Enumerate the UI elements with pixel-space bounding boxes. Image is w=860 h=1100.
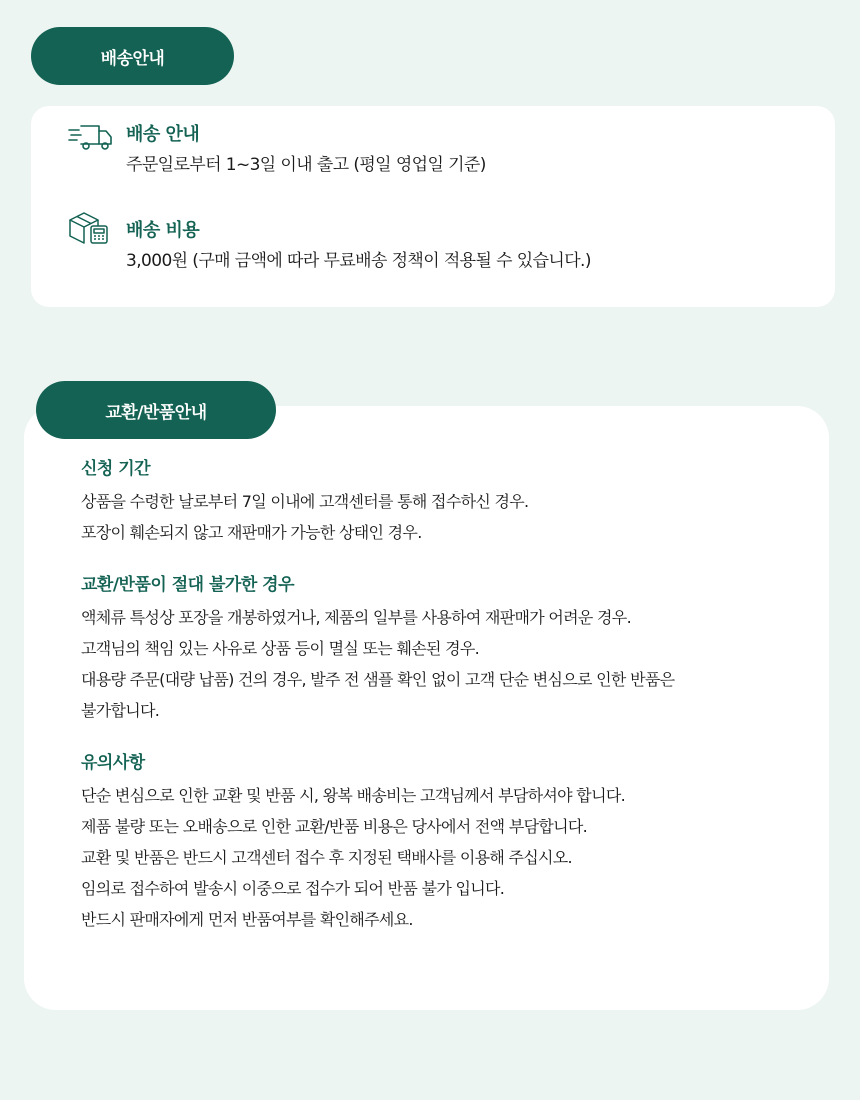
shipping-cost-text: 3,000원 (구매 금액에 따라 무료배송 정책이 적용될 수 있습니다.) [126,251,591,271]
shipping-cost-title: 배송 비용 [126,220,200,241]
section-title: 유의사항 [81,753,145,773]
shipping-guide-title: 배송 안내 [126,124,200,145]
shipping-section-header-label: 배송안내 [100,48,165,69]
section-line: 반드시 판매자에게 먼저 반품여부를 확인해주세요. [81,910,413,929]
return-section-header [36,381,276,439]
shipping-guide-text: 주문일로부터 1~3일 이내 출고 (평일 영업일 기준) [126,155,486,175]
section-line: 단순 변심으로 인한 교환 및 반품 시, 왕복 배송비는 고객님께서 부담하셔야 합니다. [81,786,625,805]
notes-section [81,752,625,935]
section-title: 신청 기간 [81,459,151,479]
return-info-card [24,406,829,1010]
section-line: 불가합니다. [81,701,160,720]
application-period-section [81,458,528,548]
section-title: 교환/반품이 절대 불가한 경우 [81,575,295,595]
shipping-section-header [31,27,234,85]
section-line: 대용량 주문(대량 납품) 건의 경우, 발주 전 샘플 확인 없이 고객 단순 변심으로 인한 반품은 [81,670,675,689]
section-line: 포장이 훼손되지 않고 재판매가 가능한 상태인 경우. [81,523,422,542]
delivery-truck-icon [67,120,115,156]
return-section-header-label: 교환/반품안내 [105,402,207,423]
section-line: 임의로 접수하여 발송시 이중으로 접수가 되어 반품 불가 입니다. [81,879,505,898]
shipping-info-card [31,106,835,307]
section-line: 교환 및 반품은 반드시 고객센터 접수 후 지정된 택배사를 이용해 주십시오. [81,848,572,867]
non-returnable-section [81,574,674,726]
box-cost-icon [67,208,115,244]
section-line: 액체류 특성상 포장을 개봉하였거나, 제품의 일부를 사용하여 재판매가 어려운 경우. [81,608,631,627]
section-line: 상품을 수령한 날로부터 7일 이내에 고객센터를 통해 접수하신 경우. [81,492,529,511]
section-line: 고객님의 책임 있는 사유로 상품 등이 멸실 또는 훼손된 경우. [81,639,480,658]
section-line: 제품 불량 또는 오배송으로 인한 교환/반품 비용은 당사에서 전액 부담합니다. [81,817,587,836]
